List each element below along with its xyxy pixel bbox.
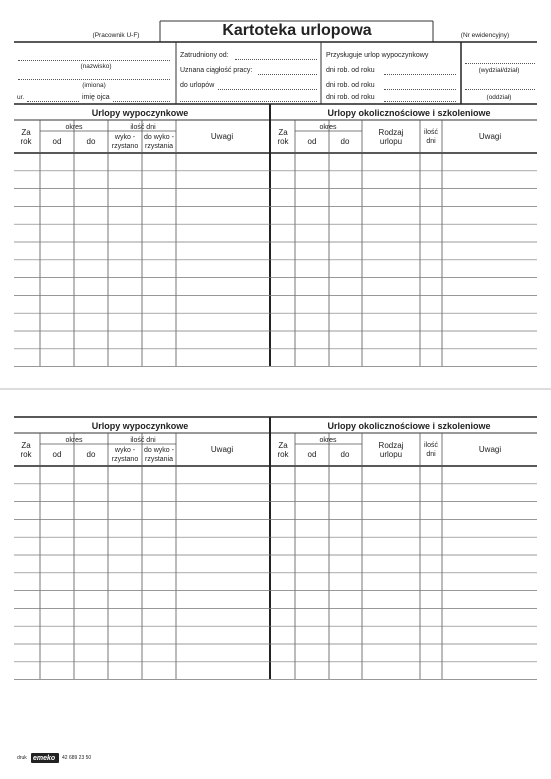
r-col-ilosc-1: ilość bbox=[423, 442, 439, 449]
col-do: do bbox=[86, 137, 96, 146]
ciaglosc-field[interactable] bbox=[258, 74, 317, 75]
r-col-rodzaj-2: urlopu bbox=[379, 450, 403, 459]
r-col-uwagi: Uwagi bbox=[478, 132, 502, 141]
imie-ojca-field[interactable] bbox=[113, 101, 170, 102]
imiona-label: (imiona) bbox=[82, 82, 106, 89]
r-col-od: od bbox=[307, 450, 317, 459]
r-col-rok: rok bbox=[277, 450, 289, 459]
przysluguje-label: Przysługuje urlop wypoczynkowy bbox=[326, 52, 429, 59]
col-za: Za bbox=[21, 128, 31, 137]
oddzial-field[interactable] bbox=[465, 89, 535, 90]
do-urlopow-field-2[interactable] bbox=[180, 101, 317, 102]
brand-logo-text: emeko bbox=[33, 755, 56, 762]
col-dowyko-1: do wyko - bbox=[144, 447, 174, 454]
dni-rob-2: dni rob. od roku bbox=[326, 82, 375, 89]
do-urlopow-label: do urlopów bbox=[180, 82, 215, 89]
zatrudniony-label: Zatrudniony od: bbox=[180, 52, 229, 59]
ciaglosc-label: Uznana ciągłość pracy: bbox=[180, 67, 253, 74]
imie-ojca-label: imię ojca bbox=[82, 94, 110, 101]
col-od: od bbox=[52, 137, 62, 146]
r-col-ilosc-1: ilość bbox=[423, 129, 439, 136]
pracownik-label: (Pracownik U-F) bbox=[92, 32, 140, 39]
r-col-ilosc-2: dni bbox=[426, 138, 436, 145]
col-wyko-1: wyko - bbox=[114, 134, 136, 141]
r-col-za: Za bbox=[278, 128, 288, 137]
brand-logo bbox=[31, 753, 59, 763]
ur-label: ur. bbox=[17, 94, 25, 101]
ur-field[interactable] bbox=[27, 101, 79, 102]
oddzial-label: (oddział) bbox=[486, 94, 512, 101]
r-col-do: do bbox=[340, 137, 350, 146]
footer-druk: druk bbox=[17, 755, 27, 761]
form-title: Kartoteka urlopowa bbox=[222, 22, 372, 39]
nr-ewidencyjny-label: (Nr ewidencyjny) bbox=[460, 32, 510, 39]
dni-rob-1: dni rob. od roku bbox=[326, 67, 375, 74]
col-ilosc-dni: ilość dni bbox=[130, 124, 156, 131]
zatrudniony-field[interactable] bbox=[235, 59, 317, 60]
col-uwagi: Uwagi bbox=[210, 445, 234, 454]
col-okres: okres bbox=[65, 124, 83, 131]
dni-rob-3-field[interactable] bbox=[384, 101, 456, 102]
col-dowyko-2: rzystania bbox=[144, 143, 174, 150]
r-col-od: od bbox=[307, 137, 317, 146]
col-uwagi: Uwagi bbox=[210, 132, 234, 141]
col-dowyko-1: do wyko - bbox=[144, 134, 174, 141]
r-col-uwagi: Uwagi bbox=[478, 445, 502, 454]
col-rok: rok bbox=[20, 137, 32, 146]
imiona-field[interactable] bbox=[18, 79, 170, 80]
col-rok: rok bbox=[20, 450, 32, 459]
right-table-title: Urlopy okolicznościowe i szkoleniowe bbox=[327, 108, 491, 118]
r-col-rodzaj-1: Rodzaj bbox=[378, 441, 404, 450]
r-col-rok: rok bbox=[277, 137, 289, 146]
col-za: Za bbox=[21, 441, 31, 450]
dni-rob-1-field[interactable] bbox=[384, 74, 456, 75]
nazwisko-field[interactable] bbox=[18, 60, 170, 61]
footer-phone: 42 689 23 50 bbox=[62, 755, 92, 761]
left-table-title: Urlopy wypoczynkowe bbox=[91, 421, 189, 431]
r-col-okres: okres bbox=[319, 437, 337, 444]
dni-rob-3: dni rob. od roku bbox=[326, 94, 375, 101]
left-table-title: Urlopy wypoczynkowe bbox=[91, 108, 189, 118]
col-od: od bbox=[52, 450, 62, 459]
r-col-okres: okres bbox=[319, 124, 337, 131]
col-wyko-2: rzystano bbox=[111, 456, 139, 463]
dni-rob-2-field[interactable] bbox=[384, 89, 456, 90]
col-okres: okres bbox=[65, 437, 83, 444]
r-col-do: do bbox=[340, 450, 350, 459]
r-col-rodzaj-1: Rodzaj bbox=[378, 128, 404, 137]
nazwisko-label: (nazwisko) bbox=[80, 63, 112, 70]
wydzial-field[interactable] bbox=[465, 63, 535, 64]
col-wyko-2: rzystano bbox=[111, 143, 139, 150]
col-wyko-1: wyko - bbox=[114, 447, 136, 454]
right-table-title: Urlopy okolicznościowe i szkoleniowe bbox=[327, 421, 491, 431]
r-col-rodzaj-2: urlopu bbox=[379, 137, 403, 146]
col-dowyko-2: rzystania bbox=[144, 456, 174, 463]
r-col-ilosc-2: dni bbox=[426, 451, 436, 458]
wydzial-label: (wydział/dział) bbox=[478, 67, 520, 74]
r-col-za: Za bbox=[278, 441, 288, 450]
do-urlopow-field[interactable] bbox=[218, 89, 317, 90]
col-ilosc-dni: ilość dni bbox=[130, 437, 156, 444]
col-do: do bbox=[86, 450, 96, 459]
